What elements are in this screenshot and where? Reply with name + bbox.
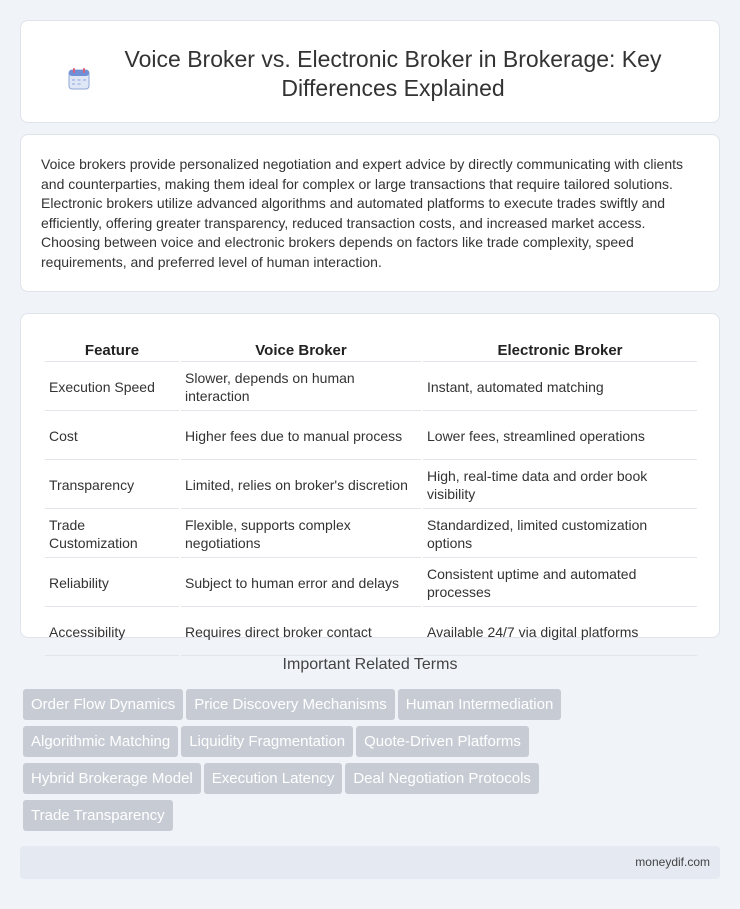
cell-voice: Slower, depends on human interaction xyxy=(181,364,421,411)
related-term-tag[interactable]: Liquidity Fragmentation xyxy=(181,726,353,757)
footer xyxy=(20,846,720,879)
cell-voice: Subject to human error and delays xyxy=(181,560,421,607)
calendar-icon xyxy=(67,67,91,91)
related-term-tag[interactable]: Human Intermediation xyxy=(398,689,562,720)
related-term-tag[interactable]: Quote-Driven Platforms xyxy=(356,726,529,757)
related-term-tag[interactable]: Hybrid Brokerage Model xyxy=(23,763,201,794)
header-voice-broker: Voice Broker xyxy=(181,336,421,362)
cell-electronic: Available 24/7 via digital platforms xyxy=(423,609,697,656)
related-term-tag[interactable]: Order Flow Dynamics xyxy=(23,689,183,720)
table-row xyxy=(45,560,697,607)
site-name[interactable]: moneydif.com xyxy=(635,855,710,869)
comparison-table xyxy=(43,334,699,658)
table-header-row xyxy=(45,336,697,362)
cell-electronic: High, real-time data and order book visibility xyxy=(423,462,697,509)
cell-feature: Reliability xyxy=(45,560,179,607)
cell-feature: Trade Customization xyxy=(45,511,179,558)
cell-voice: Higher fees due to manual process xyxy=(181,413,421,460)
related-term-tag[interactable]: Price Discovery Mechanisms xyxy=(186,689,395,720)
header-electronic-broker: Electronic Broker xyxy=(423,336,697,362)
cell-electronic: Instant, automated matching xyxy=(423,364,697,411)
cell-feature: Execution Speed xyxy=(45,364,179,411)
cell-voice: Requires direct broker contact xyxy=(181,609,421,656)
related-term-tag[interactable]: Deal Negotiation Protocols xyxy=(345,763,539,794)
table-row xyxy=(45,609,697,656)
related-terms-heading: Important Related Terms xyxy=(282,656,458,673)
header-feature: Feature xyxy=(45,336,179,362)
table-row xyxy=(45,511,697,558)
title-card xyxy=(20,20,720,123)
cell-feature: Cost xyxy=(45,413,179,460)
intro-paragraph: Voice brokers provide personalized negotiation and expert advice by directly communicating with clients and counterparties, making them ideal for complex or large transactions that require tailored solutions. Electronic brokers utilize advanced algorithms and automated platforms to execute trades swiftly and efficiently, offering greater transparency, reduced transaction costs, and increased market access. Choosing between voice and electronic brokers depends on factors like trade complexity, speed requirements, and preferred level of human interaction. xyxy=(41,156,684,270)
table-row xyxy=(45,413,697,460)
cell-feature: Transparency xyxy=(45,462,179,509)
related-term-tag[interactable]: Algorithmic Matching xyxy=(23,726,178,757)
intro-card xyxy=(20,134,720,292)
cell-voice: Limited, relies on broker's discretion xyxy=(181,462,421,509)
cell-electronic: Lower fees, streamlined operations xyxy=(423,413,697,460)
table-row xyxy=(45,364,697,411)
table-row xyxy=(45,462,697,509)
cell-electronic: Consistent uptime and automated processes xyxy=(423,560,697,607)
cell-feature: Accessibility xyxy=(45,609,179,656)
related-terms-list xyxy=(23,689,723,837)
page-title: Voice Broker vs. Electronic Broker in Brokerage: Key Differences Explained xyxy=(124,45,662,101)
cell-voice: Flexible, supports complex negotiations xyxy=(181,511,421,558)
related-term-tag[interactable]: Trade Transparency xyxy=(23,800,173,831)
cell-electronic: Standardized, limited customization options xyxy=(423,511,697,558)
related-term-tag[interactable]: Execution Latency xyxy=(204,763,343,794)
comparison-card xyxy=(20,313,720,638)
